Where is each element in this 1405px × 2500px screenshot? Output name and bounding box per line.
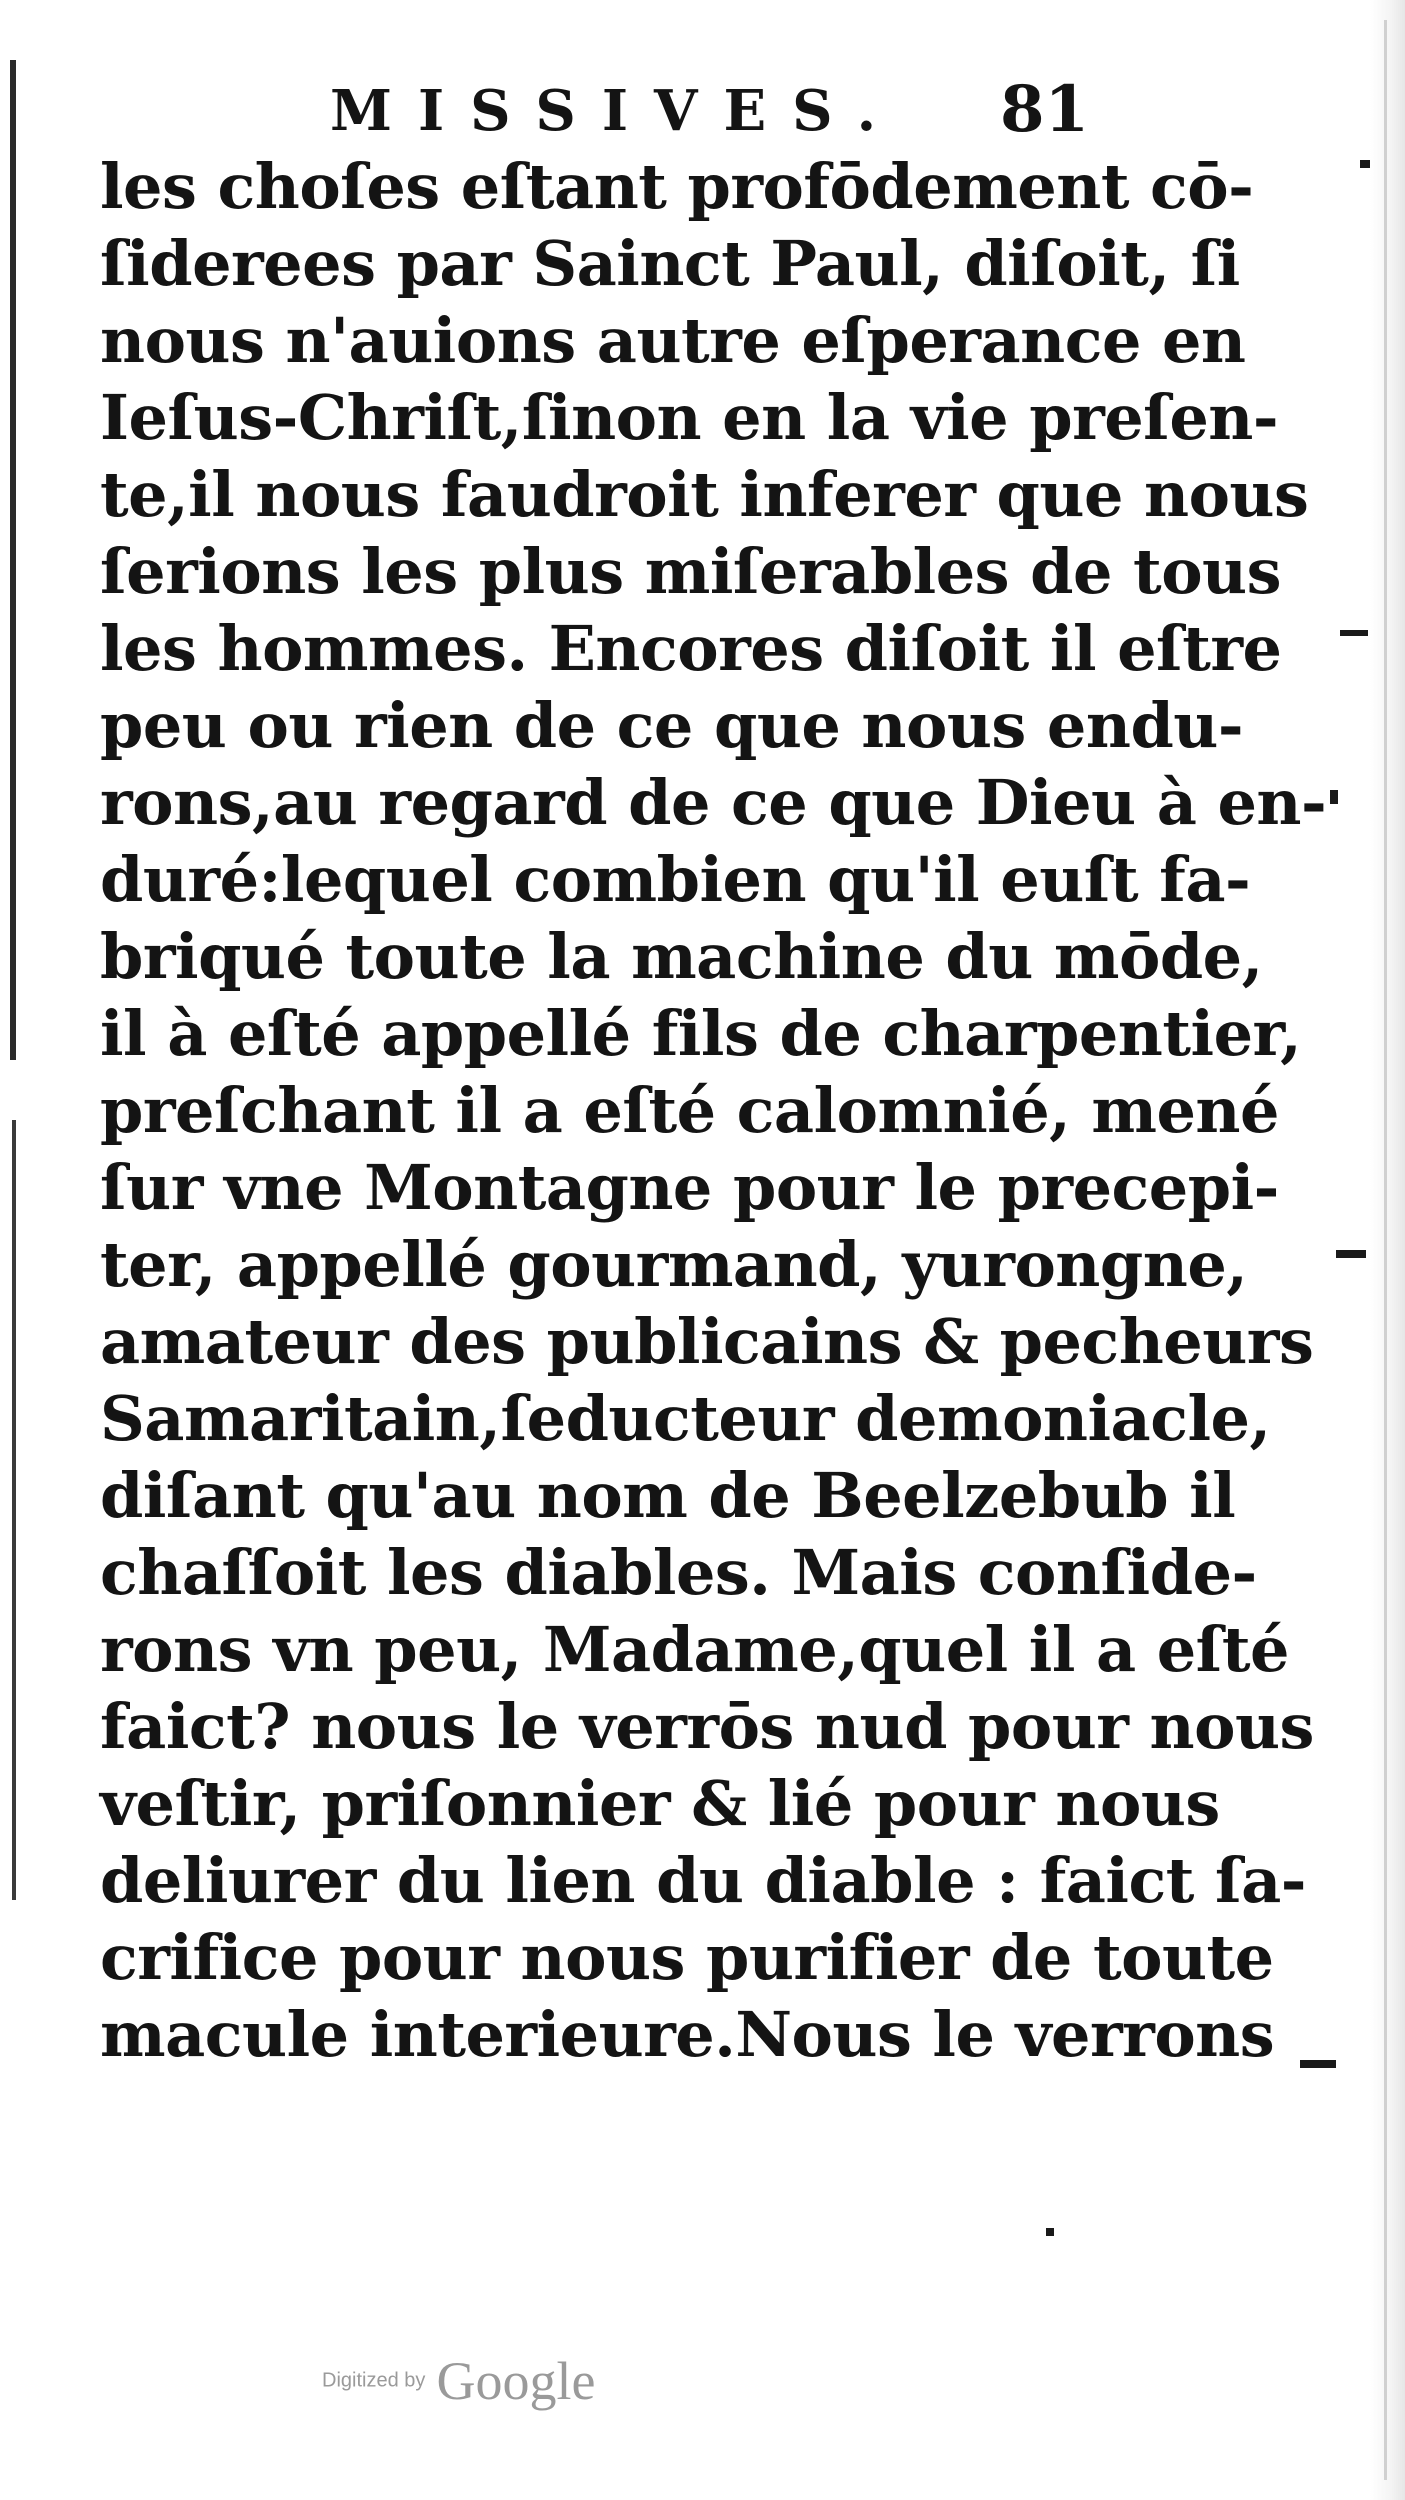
- scan-speck: [1360, 160, 1370, 168]
- page-fold-line: [1384, 20, 1387, 2480]
- text-line: faict? nous le verrōs nud pour nous: [100, 1690, 1314, 1763]
- text-line: nous n'auions autre eſperance en: [100, 304, 1246, 377]
- text-line: les choſes eſtant profōdement cō-: [100, 150, 1254, 223]
- watermark-prefix: Digitized by: [322, 2369, 426, 2392]
- text-line: rons vn peu, Madame,quel il a eſté: [100, 1613, 1289, 1686]
- scan-speck: [1330, 790, 1338, 804]
- text-line: macule interieure.Nous le verrons: [100, 1998, 1275, 2071]
- text-line: chaſſoit les diables. Mais conſide-: [100, 1536, 1257, 1609]
- digitized-watermark: [322, 2350, 595, 2412]
- text-line: ſerions les plus miſerables de tous: [100, 535, 1282, 608]
- text-line: ſiderees par Sainct Paul, diſoit, ſi: [100, 227, 1240, 300]
- text-line: preſchant il a eſté calomnié, mené: [100, 1074, 1279, 1147]
- scan-speck: [1300, 2060, 1336, 2068]
- scan-speck: [1340, 630, 1368, 636]
- text-line: crifice pour nous purifier de toute: [100, 1921, 1274, 1994]
- text-line: ſur vne Montagne pour le precepi-: [100, 1151, 1279, 1224]
- page-number: 81: [1000, 72, 1090, 147]
- text-line: briqué toute la machine du mōde,: [100, 920, 1263, 993]
- text-line: diſant qu'au nom de Beelzebub il: [100, 1459, 1236, 1532]
- page-edge-left: [10, 60, 16, 1060]
- text-line: ter, appellé gourmand, yurongne,: [100, 1228, 1248, 1301]
- text-line: rons,au regard de ce que Dieu à en-: [100, 766, 1327, 839]
- text-line: Samaritain,ſeducteur demoniacle,: [100, 1382, 1271, 1455]
- text-line: amateur des publicains & pecheurs: [100, 1305, 1314, 1378]
- text-line: duré:lequel combien qu'il euſt fa-: [100, 843, 1251, 916]
- page-edge-left-lower: [12, 1120, 16, 1900]
- text-line: deliurer du lien du diable : faict ſa-: [100, 1844, 1307, 1917]
- text-line: il à eſté appellé fils de charpentier,: [100, 997, 1302, 1070]
- scan-speck: [1336, 1250, 1366, 1258]
- google-logo: Google: [436, 2351, 596, 2411]
- body-text: [100, 148, 1327, 2073]
- text-line: te,il nous faudroit inferer que nous: [100, 458, 1309, 531]
- scan-speck: [1046, 2228, 1054, 2236]
- running-head-title: MISSIVES.: [330, 78, 903, 144]
- page-edge-right: [1370, 0, 1405, 2500]
- text-line: peu ou rien de ce que nous endu-: [100, 689, 1244, 762]
- text-line: veſtir, priſonnier & lié pour nous: [100, 1767, 1220, 1840]
- text-line: Ieſus-Chriſt,ſinon en la vie preſen-: [100, 381, 1279, 454]
- text-line: les hommes. Encores diſoit il eſtre: [100, 612, 1282, 685]
- running-head: [0, 72, 1405, 152]
